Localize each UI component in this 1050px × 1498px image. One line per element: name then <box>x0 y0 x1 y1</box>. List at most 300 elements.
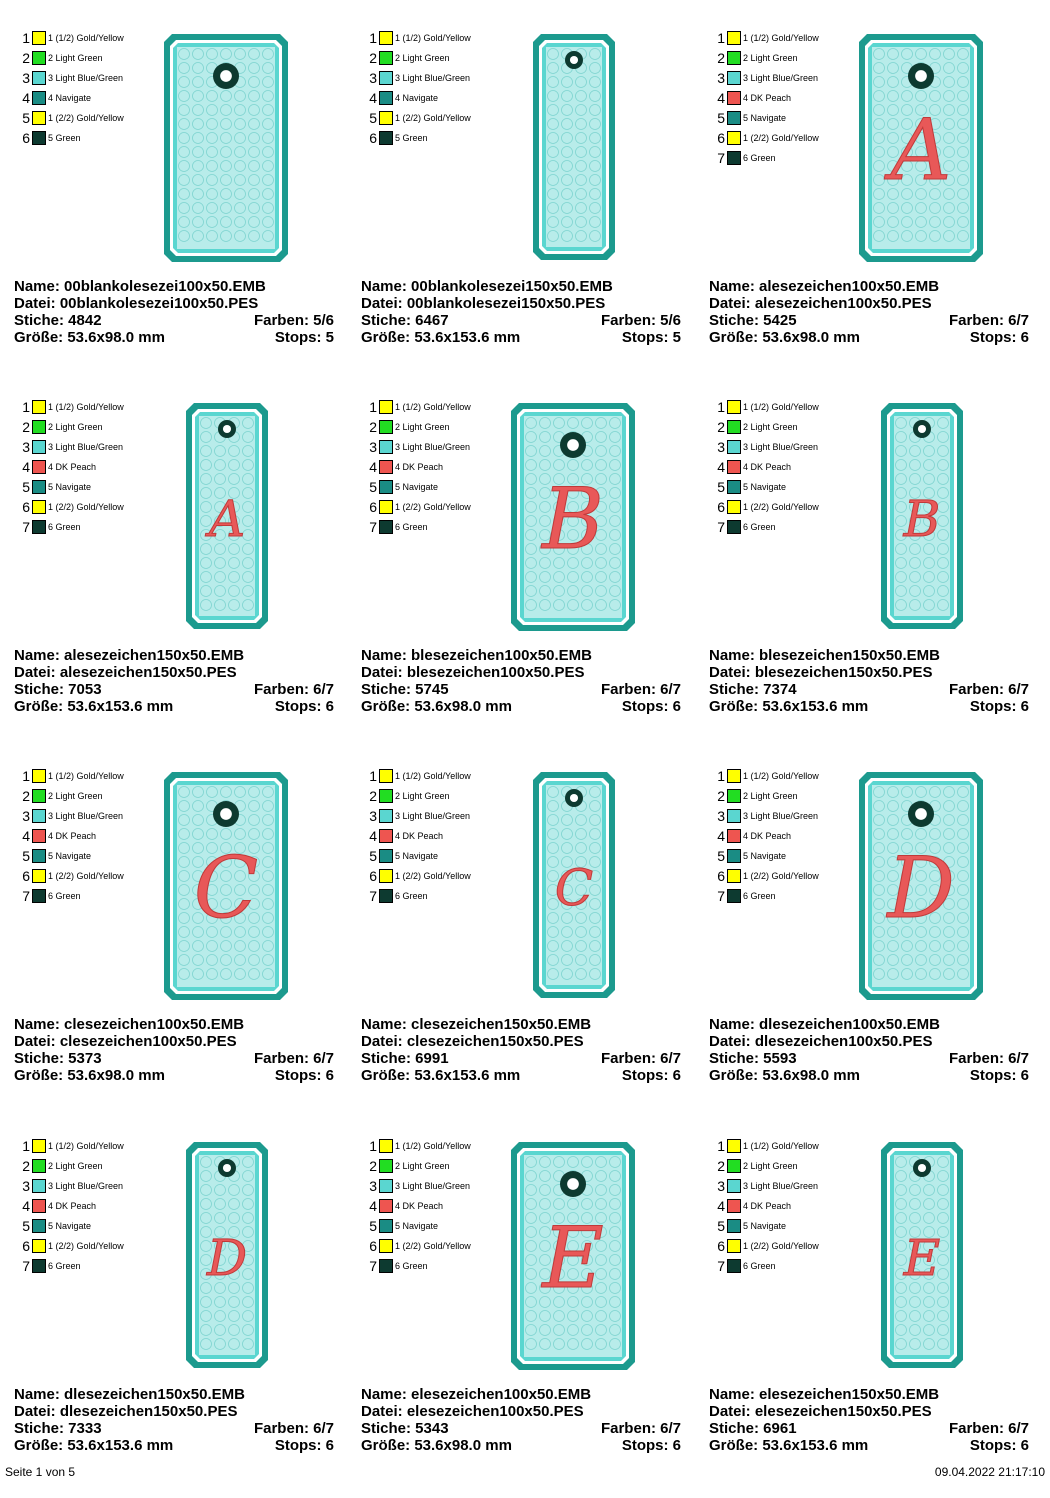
design-size <box>709 329 1029 346</box>
legend-step-number: 2 <box>369 1158 377 1174</box>
bookmark-preview <box>164 34 288 262</box>
thread-color-label: 1 (1/2) Gold/Yellow <box>48 771 124 781</box>
thread-color-label: 2 Light Green <box>743 1161 798 1171</box>
grommet-hole-center <box>220 808 232 820</box>
design-name <box>361 647 681 664</box>
thread-color-swatch <box>32 1259 46 1273</box>
legend-step-number: 5 <box>717 479 725 495</box>
legend-step-number: 5 <box>369 479 377 495</box>
design-file-value: Datei: dlesezeichen150x50.PES <box>14 1403 238 1420</box>
legend-step-number: 2 <box>22 788 30 804</box>
design-card <box>14 399 344 759</box>
bookmark-preview <box>859 34 983 262</box>
thread-color-swatch <box>379 51 393 65</box>
design-info <box>14 1386 334 1454</box>
stitch-count <box>361 681 681 698</box>
design-size-value: Größe: 53.6x153.6 mm <box>14 698 174 715</box>
thread-color-swatch <box>32 1239 46 1253</box>
legend-item <box>715 90 855 106</box>
legend-step-number: 6 <box>369 868 377 884</box>
design-file <box>361 295 681 312</box>
thread-color-label: 1 (2/2) Gold/Yellow <box>48 871 124 881</box>
monogram-letter: C <box>193 839 259 937</box>
monogram-letter: A <box>208 490 246 548</box>
stitch-count-value: Stiche: 6467 <box>361 312 449 329</box>
legend-step-number: 7 <box>369 888 377 904</box>
legend-step-number: 2 <box>369 419 377 435</box>
stitch-count-right-value: Farben: 6/7 <box>948 1420 1029 1437</box>
stitch-count-value: Stiche: 4842 <box>14 312 102 329</box>
thread-color-swatch <box>32 440 46 454</box>
design-name <box>709 1016 1029 1033</box>
design-size <box>709 698 1029 715</box>
legend-step-number: 3 <box>369 1178 377 1194</box>
thread-color-label: 1 (1/2) Gold/Yellow <box>395 33 471 43</box>
legend-step-number: 7 <box>369 519 377 535</box>
thread-color-label: 1 (2/2) Gold/Yellow <box>395 113 471 123</box>
thread-color-swatch <box>32 1219 46 1233</box>
design-file <box>361 1033 681 1050</box>
design-file-value: Datei: 00blankolesezei150x50.PES <box>361 295 606 312</box>
design-size <box>14 698 334 715</box>
thread-color-label: 4 DK Peach <box>743 831 792 841</box>
thread-color-swatch <box>32 809 46 823</box>
legend-item <box>715 788 855 804</box>
legend-item <box>367 1258 507 1274</box>
design-size-value: Größe: 53.6x153.6 mm <box>709 698 869 715</box>
thread-color-label: 6 Green <box>743 1261 776 1271</box>
thread-color-swatch <box>32 849 46 863</box>
design-size-value: Größe: 53.6x153.6 mm <box>361 329 521 346</box>
monogram-letter: D <box>206 1229 248 1287</box>
design-info <box>361 1386 681 1454</box>
legend-step-number: 7 <box>22 1258 30 1274</box>
stitch-count-right-value: Farben: 6/7 <box>948 312 1029 329</box>
stitch-count-right-value: Farben: 6/7 <box>948 681 1029 698</box>
legend-step-number: 6 <box>22 130 30 146</box>
legend-item <box>367 479 507 495</box>
legend-item <box>20 499 160 515</box>
legend-step-number: 3 <box>22 439 30 455</box>
design-name <box>361 1386 681 1403</box>
design-name-value: Name: alesezeichen150x50.EMB <box>14 647 245 664</box>
thread-color-label: 5 Green <box>395 133 428 143</box>
thread-color-swatch <box>32 520 46 534</box>
thread-color-label: 1 (1/2) Gold/Yellow <box>743 33 819 43</box>
page-number: Seite 1 von 5 <box>5 1465 76 1479</box>
monogram-letter: E <box>903 1229 941 1287</box>
thread-color-swatch <box>727 51 741 65</box>
legend-step-number: 5 <box>22 848 30 864</box>
thread-color-swatch <box>727 1199 741 1213</box>
legend-step-number: 5 <box>717 1218 725 1234</box>
thread-color-label: 2 Light Green <box>395 53 450 63</box>
legend-step-number: 4 <box>369 459 377 475</box>
design-card <box>14 768 344 1128</box>
design-file-value: Datei: alesezeichen150x50.PES <box>14 664 237 681</box>
thread-color-swatch <box>379 111 393 125</box>
thread-color-label: 1 (1/2) Gold/Yellow <box>743 1141 819 1151</box>
legend-item <box>715 399 855 415</box>
legend-item <box>20 1198 160 1214</box>
legend-item <box>20 50 160 66</box>
thread-color-swatch <box>32 400 46 414</box>
thread-color-label: 1 (2/2) Gold/Yellow <box>48 113 124 123</box>
design-info <box>709 647 1029 715</box>
thread-color-label: 6 Green <box>743 522 776 532</box>
stitch-count-right-value: Farben: 5/6 <box>600 312 681 329</box>
thread-color-swatch <box>727 480 741 494</box>
thread-color-swatch <box>727 1179 741 1193</box>
legend-item <box>20 90 160 106</box>
thread-color-label: 4 DK Peach <box>395 462 444 472</box>
legend-step-number: 5 <box>369 110 377 126</box>
thread-color-label: 2 Light Green <box>48 1161 103 1171</box>
design-file <box>709 1403 1029 1420</box>
legend-item <box>715 419 855 435</box>
legend-item <box>20 459 160 475</box>
legend-step-number: 1 <box>22 30 30 46</box>
thread-color-swatch <box>727 1159 741 1173</box>
thread-color-label: 1 (2/2) Gold/Yellow <box>395 871 471 881</box>
thread-color-swatch <box>379 1139 393 1153</box>
legend-step-number: 2 <box>22 419 30 435</box>
design-file-value: Datei: clesezeichen100x50.PES <box>14 1033 237 1050</box>
stitch-count <box>709 312 1029 329</box>
legend-item <box>367 439 507 455</box>
legend-item <box>715 30 855 46</box>
legend-step-number: 3 <box>369 70 377 86</box>
design-file-value: Datei: clesezeichen150x50.PES <box>361 1033 584 1050</box>
thread-color-label: 6 Green <box>395 891 428 901</box>
legend-step-number: 3 <box>717 70 725 86</box>
thread-color-label: 5 Navigate <box>743 113 787 123</box>
legend-step-number: 2 <box>717 1158 725 1174</box>
legend-step-number: 3 <box>369 439 377 455</box>
legend-item <box>367 50 507 66</box>
thread-color-swatch <box>727 31 741 45</box>
design-size-right-value: Stops: 6 <box>274 1437 334 1454</box>
design-name-value: Name: clesezeichen150x50.EMB <box>361 1016 592 1033</box>
legend-item <box>367 110 507 126</box>
legend-item <box>20 399 160 415</box>
design-info <box>709 1016 1029 1084</box>
legend-item <box>20 1178 160 1194</box>
thread-color-swatch <box>379 1219 393 1233</box>
stitch-count-right-value: Farben: 6/7 <box>253 1050 334 1067</box>
thread-color-label: 6 Green <box>48 522 81 532</box>
legend-step-number: 7 <box>717 150 725 166</box>
thread-color-label: 2 Light Green <box>395 1161 450 1171</box>
legend-step-number: 7 <box>717 888 725 904</box>
legend-item <box>367 1138 507 1154</box>
stitch-count-value: Stiche: 5593 <box>709 1050 797 1067</box>
legend-item <box>20 868 160 884</box>
design-name-value: Name: clesezeichen100x50.EMB <box>14 1016 245 1033</box>
legend-item <box>367 788 507 804</box>
legend-item <box>715 1258 855 1274</box>
legend-step-number: 1 <box>22 1138 30 1154</box>
design-file <box>709 295 1029 312</box>
thread-color-swatch <box>727 400 741 414</box>
design-file <box>14 1033 334 1050</box>
thread-color-label: 4 DK Peach <box>395 1201 444 1211</box>
design-info <box>361 647 681 715</box>
design-file-value: Datei: dlesezeichen100x50.PES <box>709 1033 933 1050</box>
stitch-count-value: Stiche: 5343 <box>361 1420 449 1437</box>
thread-color-label: 4 DK Peach <box>48 1201 97 1211</box>
bookmark-preview <box>164 772 288 1000</box>
stitch-count <box>14 1420 334 1437</box>
legend-step-number: 6 <box>369 1238 377 1254</box>
legend-item <box>20 1238 160 1254</box>
thread-color-label: 1 (1/2) Gold/Yellow <box>48 402 124 412</box>
thread-color-swatch <box>379 131 393 145</box>
legend-item <box>367 1218 507 1234</box>
design-file <box>361 664 681 681</box>
legend-step-number: 1 <box>717 30 725 46</box>
thread-color-swatch <box>32 460 46 474</box>
legend-item <box>367 419 507 435</box>
legend-item <box>367 768 507 784</box>
design-name <box>361 1016 681 1033</box>
bookmark-preview <box>533 34 615 260</box>
legend-step-number: 2 <box>717 50 725 66</box>
legend-step-number: 4 <box>369 1198 377 1214</box>
thread-color-swatch <box>727 889 741 903</box>
thread-color-swatch <box>379 1159 393 1173</box>
design-file-value: Datei: blesezeichen150x50.PES <box>709 664 933 681</box>
thread-color-label: 3 Light Blue/Green <box>395 811 471 821</box>
design-size-right-value: Stops: 6 <box>621 1437 681 1454</box>
thread-color-swatch <box>379 1259 393 1273</box>
legend-item <box>715 828 855 844</box>
monogram-letter: A <box>890 101 952 199</box>
stitch-count-value: Stiche: 5373 <box>14 1050 102 1067</box>
design-name-value: Name: 00blankolesezei150x50.EMB <box>361 278 613 295</box>
legend-item <box>20 768 160 784</box>
legend-step-number: 1 <box>22 768 30 784</box>
thread-color-label: 6 Green <box>395 522 428 532</box>
thread-color-label: 3 Light Blue/Green <box>743 811 819 821</box>
legend-step-number: 6 <box>717 130 725 146</box>
thread-color-label: 5 Green <box>48 133 81 143</box>
thread-color-label: 3 Light Blue/Green <box>395 442 471 452</box>
bookmark-preview <box>186 403 268 629</box>
legend-item <box>715 808 855 824</box>
grommet-hole-center <box>567 1178 579 1190</box>
design-name-value: Name: dlesezeichen150x50.EMB <box>14 1386 245 1403</box>
legend-item <box>715 1138 855 1154</box>
thread-color-label: 3 Light Blue/Green <box>48 442 124 452</box>
legend-item <box>715 1158 855 1174</box>
thread-color-swatch <box>32 31 46 45</box>
thread-color-swatch <box>727 151 741 165</box>
design-size <box>361 698 681 715</box>
bookmark-preview <box>859 772 983 1000</box>
monogram-letter: E <box>542 1209 604 1307</box>
design-file-value: Datei: alesezeichen100x50.PES <box>709 295 932 312</box>
legend-step-number: 2 <box>22 50 30 66</box>
legend-item <box>20 1258 160 1274</box>
legend-step-number: 4 <box>717 90 725 106</box>
thread-color-swatch <box>379 500 393 514</box>
legend-step-number: 4 <box>369 828 377 844</box>
design-size <box>361 329 681 346</box>
design-size-right-value: Stops: 6 <box>969 698 1029 715</box>
legend-step-number: 3 <box>717 808 725 824</box>
thread-color-label: 2 Light Green <box>743 422 798 432</box>
thread-color-label: 6 Green <box>743 891 776 901</box>
grommet-hole-center <box>570 56 578 64</box>
thread-color-label: 4 DK Peach <box>48 831 97 841</box>
legend-item <box>367 1178 507 1194</box>
stitch-count-right-value: Farben: 5/6 <box>253 312 334 329</box>
thread-color-swatch <box>32 789 46 803</box>
thread-color-label: 3 Light Blue/Green <box>743 73 819 83</box>
stitch-count <box>361 312 681 329</box>
stitch-count-value: Stiche: 6991 <box>361 1050 449 1067</box>
legend-step-number: 6 <box>717 1238 725 1254</box>
thread-color-label: 2 Light Green <box>48 791 103 801</box>
thread-color-swatch <box>32 480 46 494</box>
thread-color-label: 2 Light Green <box>48 422 103 432</box>
legend-step-number: 1 <box>369 768 377 784</box>
thread-color-swatch <box>727 91 741 105</box>
design-file <box>361 1403 681 1420</box>
stitch-count-value: Stiche: 7053 <box>14 681 102 698</box>
bookmark-preview <box>881 403 963 629</box>
legend-step-number: 5 <box>717 110 725 126</box>
grommet-hole-center <box>915 808 927 820</box>
thread-color-label: 1 (1/2) Gold/Yellow <box>743 402 819 412</box>
design-name <box>709 1386 1029 1403</box>
legend-step-number: 6 <box>369 130 377 146</box>
thread-color-swatch <box>379 460 393 474</box>
stitch-count-right-value: Farben: 6/7 <box>948 1050 1029 1067</box>
legend-item <box>20 1218 160 1234</box>
legend-step-number: 7 <box>717 1258 725 1274</box>
legend-step-number: 3 <box>369 808 377 824</box>
design-name <box>709 647 1029 664</box>
monogram-letter: C <box>554 859 594 917</box>
legend-item <box>367 399 507 415</box>
legend-step-number: 2 <box>717 419 725 435</box>
design-size-value: Größe: 53.6x98.0 mm <box>361 1437 512 1454</box>
design-size <box>14 329 334 346</box>
thread-color-label: 2 Light Green <box>743 791 798 801</box>
legend-step-number: 5 <box>22 479 30 495</box>
thread-color-swatch <box>379 520 393 534</box>
thread-color-label: 1 (1/2) Gold/Yellow <box>395 771 471 781</box>
legend-step-number: 7 <box>22 888 30 904</box>
thread-color-label: 1 (2/2) Gold/Yellow <box>395 502 471 512</box>
legend-step-number: 4 <box>22 1198 30 1214</box>
bookmark-preview <box>511 403 635 631</box>
legend-item <box>20 130 160 146</box>
legend-step-number: 2 <box>22 1158 30 1174</box>
design-size <box>14 1437 334 1454</box>
legend-item <box>715 1198 855 1214</box>
design-file <box>14 295 334 312</box>
thread-color-swatch <box>379 869 393 883</box>
thread-color-label: 1 (2/2) Gold/Yellow <box>743 133 819 143</box>
design-size-right-value: Stops: 5 <box>274 329 334 346</box>
thread-color-label: 3 Light Blue/Green <box>48 811 124 821</box>
thread-color-swatch <box>727 829 741 843</box>
thread-color-label: 4 Navigate <box>395 93 439 103</box>
legend-item <box>715 768 855 784</box>
thread-color-swatch <box>379 440 393 454</box>
grommet-hole-center <box>915 70 927 82</box>
legend-item <box>20 439 160 455</box>
legend-step-number: 6 <box>22 868 30 884</box>
legend-item <box>20 1158 160 1174</box>
legend-step-number: 1 <box>22 399 30 415</box>
design-size-right-value: Stops: 6 <box>969 329 1029 346</box>
thread-color-label: 4 Navigate <box>48 93 92 103</box>
design-size-value: Größe: 53.6x98.0 mm <box>14 1067 165 1084</box>
legend-item <box>20 479 160 495</box>
thread-color-swatch <box>32 71 46 85</box>
design-size-right-value: Stops: 6 <box>969 1067 1029 1084</box>
legend-item <box>20 70 160 86</box>
legend-step-number: 1 <box>369 399 377 415</box>
design-file-value: Datei: elesezeichen150x50.PES <box>709 1403 932 1420</box>
grommet-hole-center <box>918 1164 926 1172</box>
thread-color-swatch <box>727 111 741 125</box>
thread-color-swatch <box>32 829 46 843</box>
thread-color-label: 5 Navigate <box>743 851 787 861</box>
thread-color-swatch <box>379 849 393 863</box>
design-name-value: Name: elesezeichen150x50.EMB <box>709 1386 940 1403</box>
legend-step-number: 7 <box>369 1258 377 1274</box>
legend-step-number: 5 <box>717 848 725 864</box>
stitch-count <box>361 1420 681 1437</box>
thread-color-swatch <box>32 111 46 125</box>
legend-item <box>367 519 507 535</box>
design-size-value: Größe: 53.6x153.6 mm <box>361 1067 521 1084</box>
design-name-value: Name: blesezeichen150x50.EMB <box>709 647 940 664</box>
legend-item <box>20 519 160 535</box>
design-card <box>709 768 1039 1128</box>
thread-color-label: 3 Light Blue/Green <box>743 442 819 452</box>
design-size-right-value: Stops: 6 <box>621 1067 681 1084</box>
thread-color-swatch <box>32 1139 46 1153</box>
stitch-count-right-value: Farben: 6/7 <box>600 1050 681 1067</box>
thread-color-swatch <box>727 420 741 434</box>
grommet-hole-center <box>918 425 926 433</box>
thread-color-swatch <box>727 849 741 863</box>
legend-step-number: 6 <box>22 1238 30 1254</box>
thread-color-swatch <box>727 460 741 474</box>
legend-item <box>367 499 507 515</box>
thread-color-label: 5 Navigate <box>48 851 92 861</box>
design-name-value: Name: alesezeichen100x50.EMB <box>709 278 940 295</box>
thread-color-swatch <box>379 1199 393 1213</box>
design-info <box>361 1016 681 1084</box>
design-info <box>709 278 1029 346</box>
thread-color-label: 3 Light Blue/Green <box>48 73 124 83</box>
legend-step-number: 2 <box>369 788 377 804</box>
thread-color-swatch <box>379 769 393 783</box>
legend-item <box>20 888 160 904</box>
design-file-value: Datei: elesezeichen100x50.PES <box>361 1403 584 1420</box>
thread-color-label: 5 Navigate <box>743 482 787 492</box>
thread-color-label: 1 (1/2) Gold/Yellow <box>743 771 819 781</box>
stitch-count <box>709 681 1029 698</box>
thread-color-label: 4 DK Peach <box>743 93 792 103</box>
